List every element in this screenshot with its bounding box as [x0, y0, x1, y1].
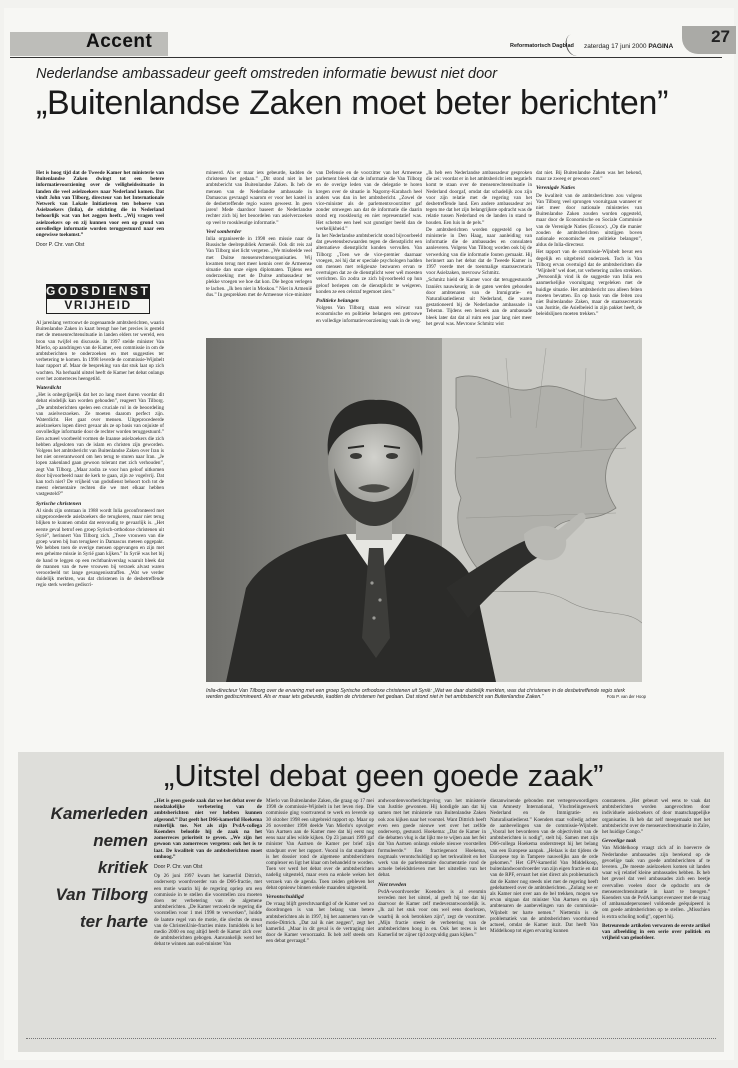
body-paragraph: De vraag blijft gerechtvaardigd of de Kamer wel zo doordrongen is van het belang van betere ambtsberichten als in 1997, bij het aannemen van de motie-Dittrich. „Dat zal ik niet zeggen”, zegt het kamerlid. „Maar in dit geval is de vertraging niet door de Kamer veroorzaakt. Ik heb zelf steeds om een debat gevraagd.” [266, 901, 374, 945]
body-paragraph: mineerd. Als er maar iets gebeurde, kadden de christenen het gedaan.” „Dit stond niet in het ambtsbericht van Buitenlandse Zaken. Ik heb de mensen van de Nederlandse ambassade in Damascus gevraagd waarom er voor het kastel in de desbetreffende regio waren geweest. In geen jaren! Mede daardoor baseert de Nederlandse rechter zich bij het beoordelen van asielverzoeken op veel te rooskleurige informatie.” [206, 170, 312, 226]
article-column-1 [36, 320, 164, 744]
article-column-2 [206, 170, 312, 338]
body-paragraph: PvdA-woordvoerder Koenders is al evenmin tevreden met het uitstel, al geeft hij toe dat hij daarvoor de Kamer zelf medeverantwoordelijk is. „Ik zal het stuk voor ons wel eens doorlezen, waarbij ik ook betrokken zijn”, zegt de voorzitter. „Mijn fractie steekt de verbetering van de ambtsberichten hoog in en. Ook het reces is het Kamerlid ter zijner tijd zorgvuldig gaan kijken.” [378, 888, 486, 939]
body-paragraph: De ambtsberichten worden opgesteld op het ministerie in Den Haag, naar aanleiding van informatie die de ambassades en consulaten aanleveren. Volgens Van Tilborg worden ook bij de verwerking van die informatie fouten gemaakt. Hij herinnert aan het debat dat de Tweede Kamer in 1997 voerde met de toenmalige staatssecretaris voor Asielzaken, mevrouw Schmitz. [426, 226, 532, 277]
subhead-verenigde-naties: Verenigde Naties [536, 185, 575, 192]
subhead-verontschuldigd: Verontschuldigd [266, 894, 304, 901]
deck-line: ter harte [79, 912, 148, 931]
body-paragraph: dat niet. Bij Buitenlandse Zaken was het bekend, maar ze zweeg er gewoon over.” [536, 170, 642, 183]
paper-name: Reformatorisch Dagblad [510, 43, 574, 49]
article-column-3 [316, 170, 422, 338]
deck-line: Kamerleden [50, 804, 148, 823]
subhead-politieke-belangen: Politieke belangen [316, 298, 359, 305]
page-number: 27 [711, 27, 730, 46]
sidebar-lead: „Het is geen goede zaak dat we het debat over de noodzakelijke verbetering van de ambtsberichten niet ver hebben kunnen afgerond.” Dat geeft het D66-kamerlid Hoekema ruiterlijk toe. Net als zijn PvdA-collega Koenders beloofde hij de zaak na het zomerreces prioriteit te geven. „We zijn het gewoon van zomerreces vergeten: ook het is te laat. De kwaliteit van de ambtsberichten moet omhoog.” [154, 798, 262, 860]
article-kicker: Nederlandse ambassadeur geeft omstreden informatie bewust niet door [36, 66, 498, 82]
sidebar-byline: Door P. Chr. van Olst [154, 864, 203, 871]
body-paragraph: andwoordenvoorberichtgeving van het ministerie van Justitie gewonnen. Hij kondigde aan dat hij samen met het ministerie van Buitenlandse Zaken ook zou kijken naar het voorstel. Want Dittrich heeft even een goede nieuwe wet over het zelfde onderwerp, gestuurd. Hoekema: „Dat de Kamer in die debatten vlug is dat lijkt me te wijten aan het feit dat Van Aartsen onlangs enkele nieuwe voorstellen formuleerde.” Een fractiegenoot Hoekema, nogmaals verontschuldigd op het terkwaliteit en het werk van de parlementaire documentatie rond de actuele beleidsbrieven met het uitstellen van het debat. [378, 798, 486, 879]
body-paragraph: diezanwinende gebonden met vertegenwoordigers van Amnesty International, Vluchtelingenwerk Nederland en de Immigratie- en Naturalisatiedienst.” Koenders staat volledig achter de aanbevelingen van de commissie-Wijnbelt. „Vooral het bevorderen van de objectiviteit van de ambtsberichten is nodig”, stelt hij. Samen met zijn D66-collega Hoekema onderstreept hij het belang van een Europese aanpak. „Helaas is dat tijdens de Europese top in Tampere nauwelijks aan de orde gekomen.” Het GPV-kamerlid Van Middelkoop, buitenlandwoordvoerder van zijn eigen fractie en dat van de RPF, ervaart het niet direct als problematisch dat de Kamer nog steeds niet met de regering heeft gedebatteerd over de ambtsberichten. „Zolang we er als Kamer niet over aan de bel trekken, mogen we ervan uitgaan dat minister Van Aartsen en zijn ambtenaren de aanbevelingen van de commissie-Wijnbelt ter harte nemen.” Niettemin is de problematiek van de ambtsberichten voortdurend actueel, omdat de Kamer inzit. Dat heeft Van Middelkoop tot eigen ervaring kunnen [490, 798, 598, 935]
article-lead: Het is hoog tijd dat de Tweede Kamer het ministerie van Buitenlandse Zaken dwingt tot een betere informatievoorziening over de veiligheidssituatie in landen die veel asielzoekers naar Nederland komen. Dat vindt John van Tilborg, directeur van het Internationale Netwerk van Lokale Initiatieven ten behoeve van Asielzoekers (Inlia), de stichting die in Nederland behoorlijk wat van het zeggen heeft. „Wij vragen veel asielzoekers op en zij kunnen voor een op grond van onvolledige informatie worden teruggestuurd naar een ongewisse toekomst.” [36, 170, 164, 239]
sidebar-article-deck [26, 800, 148, 935]
subhead-gevoelige-taak: Gevoelige taak [602, 838, 637, 845]
body-paragraph: Volgens Van Tilborg staan een wirwar van economische en politieke belangen een getrouwe en volledige informatievoorziening vaak in de weg. [316, 305, 422, 324]
subhead-syrische-christenen: Syrische christenen [36, 500, 82, 507]
bottom-rule [26, 1038, 716, 1042]
body-paragraph: Al jarenlang vertrouwt de zogenaamde ambtsberichten, waarin Buitenlandse Zaken in kaart brengt hoe het precies is gesteld met de mensenrechtensituatie in landen elders ter wereld, een bron van twijfel en discussie. In 1997 stelde minister Van Mierlo, op aandringen van de Kamer, een commissie in om de ambtsberichten te onderzoeken en met suggesties ter verbetering te komen. In 1998 leverde de commissie-Wijnbelt haar rapport af. Maar de bespreking van dat stuk laat op zich wachten. Na herhaald uitstel heeft de Kamer het debat onlangs over het zomerreces heengetild. [36, 320, 164, 382]
article-column-5 [536, 170, 642, 338]
photo-caption: Inlia-directeur Van Tilborg over de ervaring met een groep Syrische orthodoxe christenen uit Syrië: „Wat we daar duidelijk merkten, was dat christenen in de desbetreffende regio sterk werden gediscrimineerd. Als er maar iets gebeurde, kadden de christenen het gedaan. Dat stond niet in het ambtsbericht van Buitenlandse Zaken.” [206, 688, 625, 701]
body-paragraph: „Het is onbegrijpelijk dat het zo lang moet duren voordat dit debat eindelijk kan worden gehouden”, reageert Van Tilborg. „De ambtsberichten spelen een cruciale rol in de beoordeling van asielverzoeken. Ze moeten daarom perfect zijn. Waterdicht. Het gaat over mensen. Uitgeprocedeerde asielzoekers lopen direct gevaar als ze op basis van onjuiste of onvolledige informatie door de rechter worden teruggestuurd.” Een actueel voorbeeld vormen de Iraanse asielzoekers die zich hebben afgesloten van de islam en christen zijn geworden. Volgens het ambtsbericht van Buitenlandse Zaken over Iran is het niet onverantwoord om hen terug te sturen naar Iran. „Je lopen zakenland gaan gewoon tolerant met zich verhouden”, zegt Van Tilborg. „Maar zodra ze voor hun geloof uitkomen door bijvoorbeeld naar de kerk te gaan, zijn ze vogelvrij. Dat kan toch niet? De vrijheid van godsdienst behoort toch tot de meest elementaire rechten die we met elkaar hebben vastgesteld?” [36, 392, 164, 498]
photo-man-pointing-at-map [206, 338, 642, 682]
body-paragraph: Van Middelkoop vraagt zich af in hoeverre de Nederlandse ambassades zijn berekend op de gevoelige taak van goede ambtsberichten af te leveren. „De meeste asielzoekers komen uit landen waar wij relatief kleine ambassades hebben. Ik heb het gevoel dat veel ambassades zich een beetje overvallen voelen door de opdracht om de mensenrechtensituatie in kaart te brengen.” Koenders van de PvdA kampt evenzeer met de vraag of ambassadepersoneel voldoende geëquipeerd is om goede ambtsberichten op te stellen. „Misschien is extra scholing nodig”, oppert hij. [602, 845, 710, 920]
subhead-veel-somberder: Veel somberder [206, 228, 242, 235]
body-paragraph: Al sinds zijn ontstaan in 1988 wordt Inlia geconfronteerd met uitgeprocedeerde asielzoekers die terugkeren, maar niet terug blijken te kunnen omdat dat eenvoudig te gevaarlijk is. „Het eerste geval betrof een groep Syrisch-orthodoxe christenen uit Syrië”, herinnert Van Tilborg zich. „Twee vrouwen van die groep waren bij hun terugkeer in Damascus meteen opgepakt. We hebben toen de overige mensen opgevangen en zijn met een geheime missie in Syrië gaan kijken.” In Syrië was het bij de hand te leggen op een rechtbankverslag waaruit bleek dat de mannen van de twee vrouwen bij verzoek alvast waren veroordeeld tot lange gevangenisstraffen. „Wat we verder duidelijk merkten, was dat christenen in de desbetreffende regio sterk werden gediscri- [36, 507, 164, 589]
series-note: Betreurende artikelen verwaren de eerste artikel van afbeelding in een serie over politiek en vrijheid van geloofsleer. [602, 922, 710, 942]
page-number-tab [682, 26, 736, 54]
logo-top-text: GODSDIENST [46, 284, 151, 298]
body-paragraph: In het Nederlandse ambtsbericht stond bijvoorbeeld dat gewetensbezwaarden tegen de dienstplicht een alternatieve dienstplicht konden vervullen. Van Tilborg: „Toen we de vice-premier daarnaar vroegen, zei hij dat er speciale psychologen hadden om mensen met religieuze bezwaren ervan te overtuigen dat ze de dienstplicht weer wél moesten verrichten. En zodra ze zich bijvoorbeeld op hun geloof beriepen om de dienstplicht te weigeren, konden ze een celstraf tegemoet zien.” [316, 233, 422, 295]
body-paragraph: Op 26 juni 1997 kwam het kamerlid Dittrich, onderwerp woordvoerder van de D66-fractie, met een motie waarin hij de regering opriep om een commissie in te stellen die voorstellen zou moeten doen ter verbetering van de algemene ambtsberichten. „De Kamer verzoekt de regering die voorstellen voor 1 mei 1998 te verwerken”, luidde de laatste regel van de motie, die slechts de steun van de ChristenUnie-fracties miste. Inmiddels is het medio 2000 en nog altijd heeft de Kamer zich over de ambtsberichten gebogen. Aanvankelijk werd het debat te winnen aan oud-minister Van [154, 873, 262, 948]
subhead-niet-teveden: Niet teveden [378, 881, 407, 888]
sidebar-column-4 [490, 798, 598, 1048]
sidebar-column-3 [378, 798, 486, 1048]
body-paragraph: constateren. „Het gebeurt wel eens te vaak dat ambtsberichten worden aangevochten door individuele asielzoekers of door maatschappelijke organisaties. Ik heb dat zelf meegemaakt met het ambtsbericht over de mensenrechtensituatie in Zaïre, het huidige Congo.” [602, 798, 710, 836]
sidebar-column-5 [602, 798, 710, 1048]
article-byline: Door P. Chr. van Olst [36, 242, 85, 249]
body-paragraph: „Schmitz hield de Kamer voor dat teruggestuurde Iraniërs nauwkeurig in de gaten werden gehouden door ambtenaren van de Immigratie- en Naturalisatiedienst uit Nederland, die waren gestationeerd bij de Nederlandse ambassade in Teheran. Tijdens een bezoek aan de ambassade bleek later dat dat al ruim een jaar lang niet meer het geval was. Mevrouw Schmitz wist [426, 277, 532, 327]
body-paragraph: De kwaliteit van de ambtsberichten zou volgens Van Tilborg veel sprongen vooruitgaan wanneer er niet meer door nationale ministeries van Buitenlandse Zaken zouden worden opgesteld, maar door de Economische en Sociale Commissie van de Verenigde Naties (Ecosoc). „Op die manier zouden de ambtsberichten uitstijgen boven nationale economische en politieke belangen”, aldus de Inlia-directeur. [536, 192, 642, 249]
issue-date: zaterdag 17 juni 2000 PAGINA [584, 43, 674, 50]
article-headline: „Buitenlandse Zaken moet beter berichten” [36, 84, 669, 122]
article-column-4 [426, 170, 532, 338]
sidebar-column-1 [154, 798, 262, 1048]
masthead [10, 27, 730, 58]
body-paragraph: „Ik heb een Nederlandse ambassadeur gesproken die zei: voordat er in het ambtsbericht iets negatiefs komt te staan over de mensenrechtensituatie in Nederland doorgaf, omdat dat schadelijk zou zijn voor zijn relatie met de regering van het desbetreffende land. Een andere ambassadeur zei tegen me dat het zijn belangrijkste opdracht was de relatie tussen Nederland en de landen in stand te houden. Een luis in de pels.” [426, 170, 532, 226]
logo-bottom-text: VRIJHEID [46, 299, 150, 314]
body-paragraph: van Defensie en de voorzitter van het Armeense parlement bleek dat de informatie die Van Tilborg en de overige leden van de delegatie te horen kregen over de situatie in Nagorny-Karabach heel anders was dan in het ambtsbericht. „Zowel de vice-minister als de parlementsvoorzitter gaf zonder omwegen aan dat de informatie die daarin stond erg rooskleurig en niet representatief was. Het schetste een heel wat gunstiger beeld dan de werkelijkheid.” [316, 170, 422, 232]
deck-line: kritiek [97, 858, 148, 877]
sidebar-column-2 [266, 798, 374, 1048]
body-paragraph: Inlia organiseerde in 1998 een missie naar de Russische deelrepubliek Armenië. Ook dit reis zal Van Tilborg niet licht vergeten. „We misdeelde veel met Duitse mensenrechtenorganisaties. Wij kwamen terug met meer kennis over de Armeense situatie dan onze eigen diplomaten. Tijdens een onderzoeking met de Duitse ambassadeur ter plekke vroegen we hoe dat kon. Die begon verlegen te lachen. „Ik ben niet in Moskou.” Niet in Armenië dus.” In gesprekken met de Armeense vice-minister [206, 236, 312, 298]
subhead-waterdicht: Waterdicht [36, 385, 62, 392]
article-lead-column [36, 170, 164, 268]
sidebar-article-headline: „Uitstel debat geen goede zaak” [164, 758, 604, 793]
godsdienstvrijheid-logo [46, 284, 150, 314]
deck-line: Van Tilborg [55, 885, 148, 904]
article-photo [206, 338, 642, 682]
section-title: Accent [86, 31, 153, 52]
body-paragraph: Mierlo van Buitenlandse Zaken, die graag op 17 mei 1998 de commissie-Wijnbelt in het leven riep. Die commissie ging voortvarend te werk en leverde op 30 oktober 1998 een uitgebreid rapport op. Maar op 26 november 1998 deelde Van Mierlo's opvolger Van Aartsen aan de Kamer mee dat hij eerst nog eens naar alles wilde kijken. Op 23 januari 1999 gaf minister Van Aartsen de Kamer per brief zijn standpunt over het rapport. Vooral in dat standpunt is het dossier rond de algemene ambtsberichten complexer en ligt het klaar om behandeld te worden. Toen ver werd het debat over de ambtsberichten nadelig uitgesteld, maar even na enkele weken het verzoek van de agenda. Toen zeiden gebleven het debat opnieuw binnen enkele maanden uitgesteld. [266, 798, 374, 891]
photo-credit: Foto P. van der Hoop [606, 694, 646, 699]
deck-line: nemen [93, 831, 148, 850]
body-paragraph: Het rapport van de commissie-Wijnbelt bevat een degelijk en uitgebreid onderzoek. Toch is Van Tilborg ervan overtuigd dat de ambtsberichten die ‘Wijnbelt’ wel doet, tot verbetering zullen strekken. „Persoonlijk vind ik de suggestie van Inlia een aanmerkelijke vooruitgang vergeleken met de huidige situatie. Het ambtsbericht zou alleen feiten moeten bevatten. En op basis van die feiten zou niet Buitenlandse Zaken, maar de staatssecretaris van Justitie, die Asielbeleid in zijn pakket heeft, de beleidslijnen moeten trekken.” [536, 249, 642, 318]
